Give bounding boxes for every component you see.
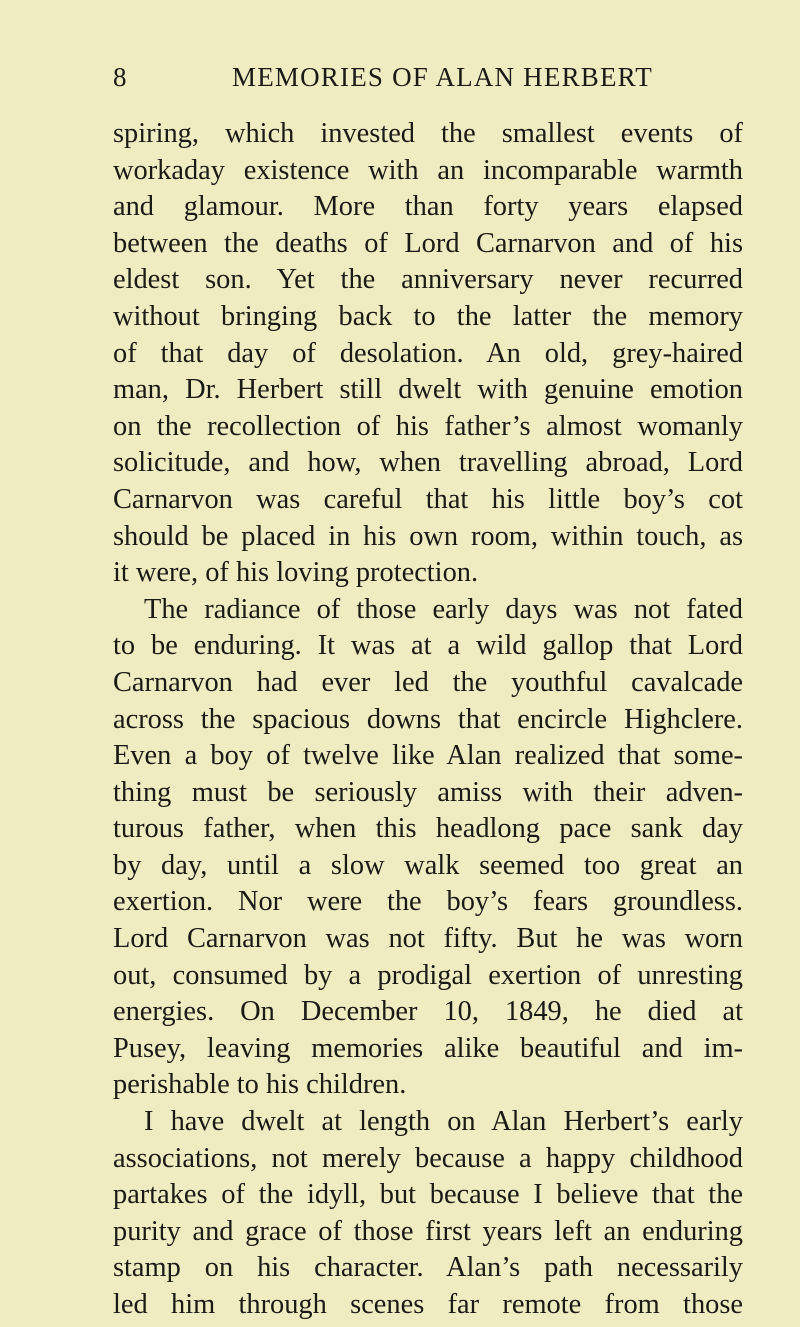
text-line: turous father, when this headlong pace sank day [113, 813, 743, 845]
text-line: man, Dr. Herbert still dwelt with genuine emotion [113, 374, 743, 406]
text-line: out, consumed by a prodigal exertion of unresting [113, 959, 743, 991]
text-line: to be enduring. It was at a wild gallop that Lord [113, 630, 743, 662]
text-line: across the spacious downs that encircle Highclere. [113, 703, 743, 735]
paragraph-start-line: I have dwelt at length on Alan Herbert’s early [144, 1106, 743, 1138]
text-line: spiring, which invested the smallest events of [113, 118, 743, 149]
text-line: Lord Carnarvon was not fifty. But he was worn [113, 923, 743, 955]
paragraph-start-line: The radiance of those early days was not fated [144, 593, 743, 625]
text-line: energies. On December 10, 1849, he died at [113, 996, 743, 1028]
text-line: between the deaths of Lord Carnarvon and of his [113, 227, 743, 259]
text-line: of that day of desolation. An old, grey-haired [113, 337, 743, 369]
text-line: Even a boy of twelve like Alan realized that some- [113, 740, 743, 772]
text-line: workaday existence with an incomparable warmth [113, 154, 743, 186]
text-line: exertion. Nor were the boy’s fears groundless. [113, 886, 743, 918]
text-line: Pusey, leaving memories alike beautiful and im- [113, 1032, 743, 1064]
text-line: by day, until a slow walk seemed too great an [113, 849, 743, 881]
text-line: Carnarvon had ever led the youthful cavalcade [113, 666, 743, 698]
text-line: and glamour. More than forty years elapsed [113, 191, 743, 223]
text-line: it were, of his loving protection. [113, 557, 479, 589]
text-line: solicitude, and how, when travelling abroad, Lord [113, 447, 743, 479]
text-line: associations, not merely because a happy childhood [113, 1142, 743, 1174]
text-line: stamp on his character. Alan’s path necessarily [113, 1252, 743, 1284]
text-line: eldest son. Yet the anniversary never recurred [113, 264, 743, 296]
page-header [0, 62, 800, 102]
body-text [113, 116, 743, 1324]
text-line: partakes of the idyll, but because I believe that the [113, 1179, 743, 1211]
text-line: led him through scenes far remote from those [113, 1289, 743, 1320]
text-line: thing must be seriously amiss with their adven- [113, 776, 743, 808]
text-line: on the recollection of his father’s almost womanly [113, 410, 743, 442]
text-line: purity and grace of those first years left an enduring [113, 1215, 743, 1247]
page-number: 8 [113, 62, 128, 92]
text-line: without bringing back to the latter the memory [113, 300, 743, 332]
text-line: Carnarvon was careful that his little boy’s cot [113, 483, 743, 515]
text-line: perishable to his children. [113, 1069, 407, 1101]
running-head: MEMORIES OF ALAN HERBERT [232, 62, 653, 92]
text-line: should be placed in his own room, within touch, as [113, 520, 743, 552]
